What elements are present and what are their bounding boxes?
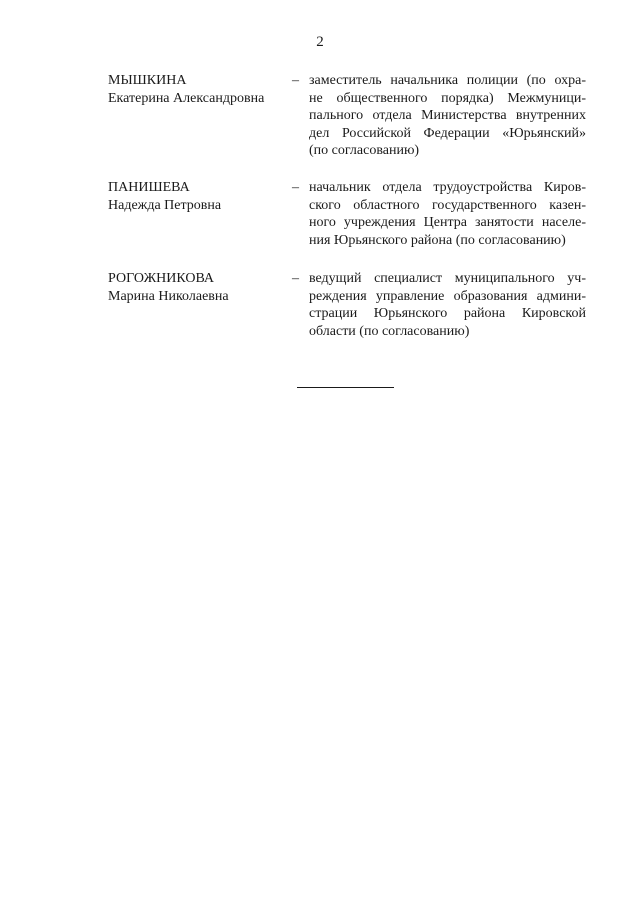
position-line: реждения управление образования админи-: [309, 288, 586, 304]
page-number: 2: [316, 34, 324, 50]
member-position: [309, 179, 586, 249]
member-position: [309, 72, 586, 160]
dash-separator: –: [292, 180, 299, 195]
position-line: начальник отдела трудоустройства Киров-: [309, 180, 586, 195]
position-line: не общественного порядка) Межмуници-: [309, 90, 586, 106]
position-line: заместитель начальника полиции (по охра-: [309, 73, 586, 88]
position-line: ведущий специалист муниципального уч-: [309, 271, 586, 286]
member-given-names: Екатерина Александровна: [108, 90, 265, 106]
member-name: [108, 72, 288, 107]
position-line: ного учреждения Центра занятости населе-: [309, 215, 586, 230]
closing-rule: [297, 387, 394, 388]
member-surname: ПАНИШЕВА: [108, 180, 190, 195]
position-line: страции Юрьянского района Кировской: [309, 306, 586, 321]
position-line: области (по согласованию): [309, 323, 470, 339]
member-given-names: Марина Николаевна: [108, 288, 229, 304]
member-given-names: Надежда Петровна: [108, 197, 222, 213]
member-name: [108, 270, 288, 305]
dash-separator: –: [292, 73, 299, 88]
member-surname: МЫШКИНА: [108, 73, 187, 88]
position-line: дел Российской Федерации «Юрьянский»: [309, 125, 586, 141]
position-line: ского областного государственного казен-: [309, 197, 586, 213]
position-line: ния Юрьянского района (по согласованию): [309, 232, 566, 248]
dash-separator: –: [292, 271, 299, 286]
position-line: пального отдела Министерства внутренних: [309, 108, 586, 123]
member-surname: РОГОЖНИКОВА: [108, 271, 215, 286]
member-name: [108, 179, 288, 214]
position-line: (по согласованию): [309, 143, 420, 158]
member-position: [309, 270, 586, 340]
